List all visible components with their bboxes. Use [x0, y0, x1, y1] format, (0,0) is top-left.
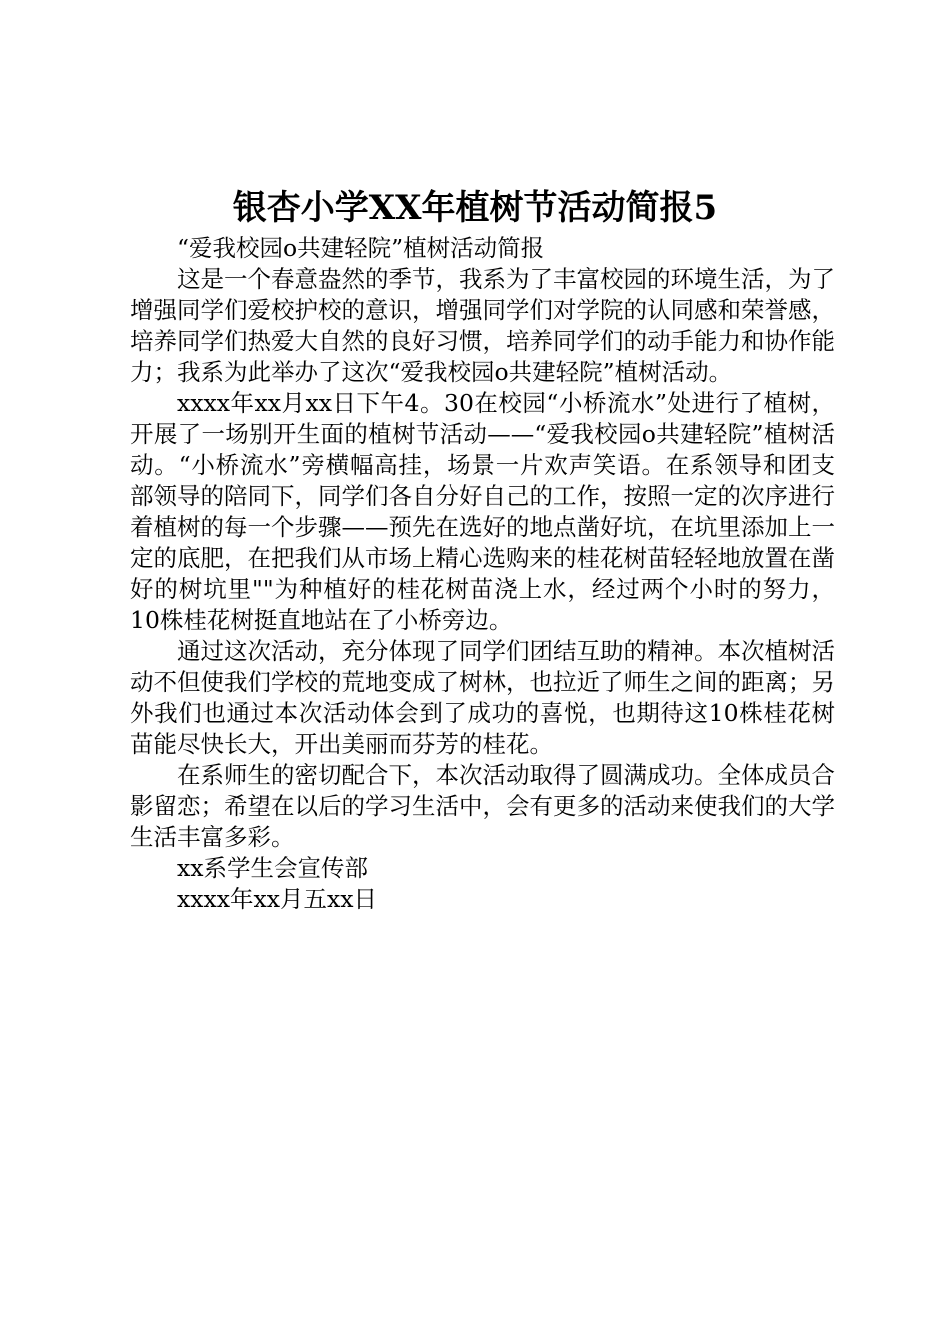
paragraph-activity: xxxx年xx月xx日下午4。30在校园“小桥流水”处进行了植树，开展了一场别开生面的植树节活动——“爱我校园o共建轻院”植树活动。“小桥流水”旁横幅高挂，场景一片欢声笑语。在系领导和团支部领导的陪同下，同学们各自分好自己的工作，按照一定的次序进行着植树的每一个步骤——预先在选好的地点凿好坑，在坑里添加上一定的底肥，在把我们从市场上精心选购来的桂花树苗轻轻地放置在凿好的树坑里""为种植好的桂花树苗浇上水，经过两个小时的努力，10株桂花树挺直地站在了小桥旁边。 — [130, 389, 835, 634]
document-subtitle: “爱我校园o共建轻院”植树活动简报 — [177, 234, 545, 262]
signature-line: xx系学生会宣传部 — [177, 854, 369, 882]
paragraph-reflection: 通过这次活动，充分体现了同学们团结互助的精神。本次植树活动不但使我们学校的荒地变成了树林，也拉近了师生之间的距离；另外我们也通过本次活动体会到了成功的喜悦，也期待这10株桂花树苗能尽快长大，开出美丽而芬芳的桂花。 — [130, 637, 835, 758]
paragraph-intro: 这是一个春意盎然的季节，我系为了丰富校园的环境生活，为了增强同学们爱校护校的意识，增强同学们对学院的认同感和荣誉感，培养同学们热爱大自然的良好习惯，培养同学们的动手能力和协作能力；我系为此举办了这次“爱我校园o共建轻院”植树活动。 — [130, 265, 835, 386]
paragraph-conclusion: 在系师生的密切配合下，本次活动取得了圆满成功。全体成员合影留恋；希望在以后的学习生活中，会有更多的活动来使我们的大学生活丰富多彩。 — [130, 761, 835, 851]
document-title: 银杏小学XX年植树节活动简报5 — [232, 188, 718, 228]
date-line: xxxx年xx月五xx日 — [177, 885, 378, 913]
document-body — [130, 233, 835, 915]
